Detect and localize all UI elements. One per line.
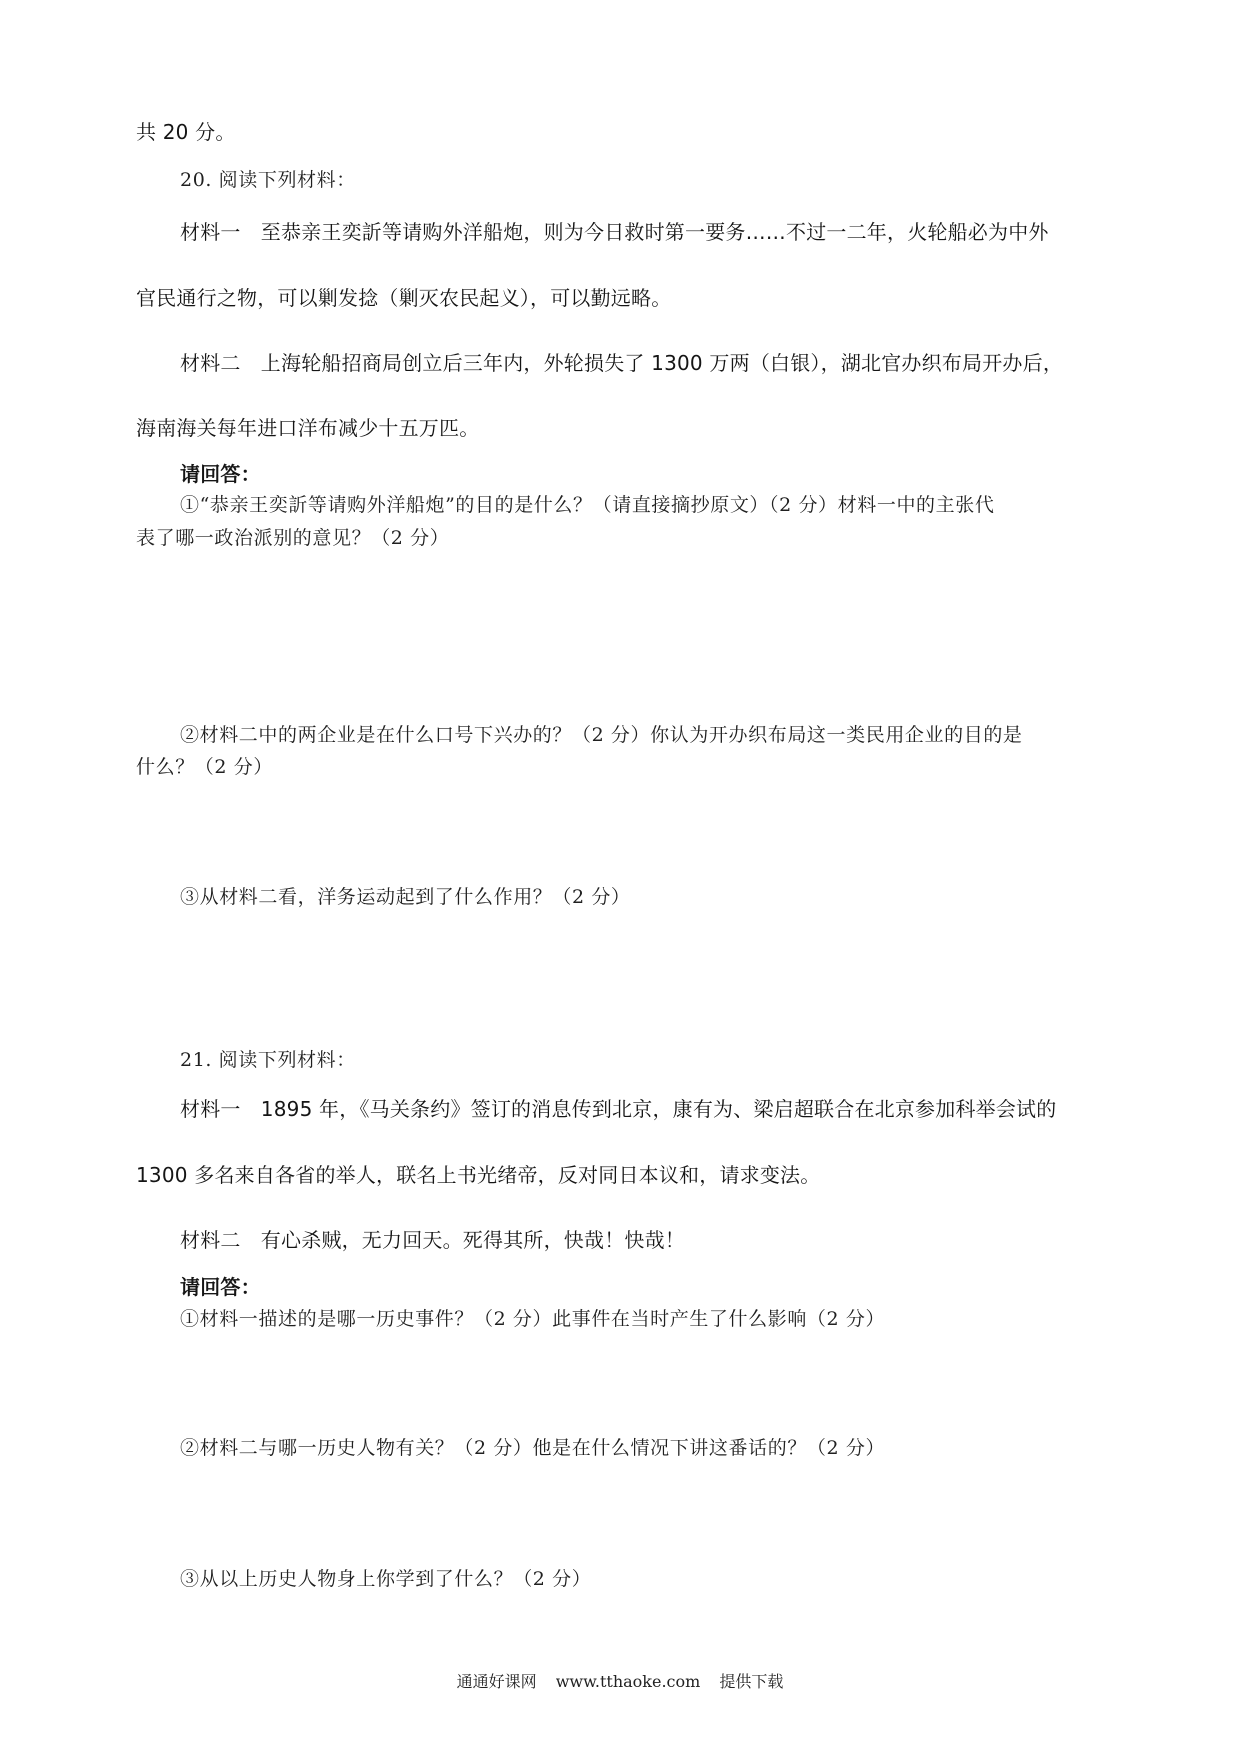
- q20-subquestion-2-line-1: ②材料二中的两企业是在什么口号下兴办的？（2 分）你认为开办织布局这一类民用企业的目的是: [180, 724, 1023, 746]
- q21-material-1-line-2: 1300 多名来自各省的举人，联名上书光绪帝，反对同日本议和，请求变法。: [136, 1163, 821, 1187]
- q21-answer-label: 请回答：: [180, 1275, 261, 1299]
- q21-subquestion-1: ①材料一描述的是哪一历史事件？（2 分）此事件在当时产生了什么影响（2 分）: [180, 1308, 886, 1330]
- q20-material-1-line-1: 材料一 至恭亲王奕訢等请购外洋船炮，则为今日救时第一要务……不过一二年，火轮船必为中外: [180, 220, 1049, 244]
- footer-site-name: 通通好课网: [456, 1672, 537, 1691]
- footer-note: 提供下载: [719, 1672, 784, 1691]
- page-footer: [0, 1671, 1240, 1693]
- q21-subquestion-2: ②材料二与哪一历史人物有关？（2 分）他是在什么情况下讲这番话的？（2 分）: [180, 1437, 886, 1459]
- q20-material-2-line-1: 材料二 上海轮船招商局创立后三年内，外轮损失了 1300 万两（白银），湖北官办织布局开办后，: [180, 351, 1064, 375]
- q20-subquestion-1-line-1: ①“恭亲王奕訢等请购外洋船炮”的目的是什么？（请直接摘抄原文）（2 分）材料一中的主张代: [180, 494, 995, 516]
- q20-subquestion-2-line-2: 什么？（2 分）: [136, 756, 273, 778]
- q21-subquestion-3: ③从以上历史人物身上你学到了什么？（2 分）: [180, 1568, 592, 1590]
- score-note: 共 20 分。: [136, 120, 236, 144]
- footer-url: www.tthaoke.com: [555, 1672, 701, 1691]
- q20-material-1-line-2: 官民通行之物，可以剿发捻（剿灭农民起义），可以勤远略。: [136, 286, 672, 310]
- q21-material-1-line-1: 材料一 1895 年，《马关条约》签订的消息传到北京，康有为、梁启超联合在北京参加科举会试的: [180, 1097, 1057, 1121]
- q21-material-2: 材料二 有心杀贼，无力回天。死得其所，快哉！快哉！: [180, 1228, 685, 1252]
- q20-subquestion-1-line-2: 表了哪一政治派别的意见？（2 分）: [136, 527, 450, 549]
- q20-subquestion-3: ③从材料二看，洋务运动起到了什么作用？（2 分）: [180, 886, 631, 908]
- question-20-title: 20. 阅读下列材料：: [180, 169, 356, 191]
- question-21-title: 21. 阅读下列材料：: [180, 1049, 356, 1071]
- q20-answer-label: 请回答：: [180, 462, 261, 486]
- q20-material-2-line-2: 海南海关每年进口洋布减少十五万匹。: [136, 416, 480, 440]
